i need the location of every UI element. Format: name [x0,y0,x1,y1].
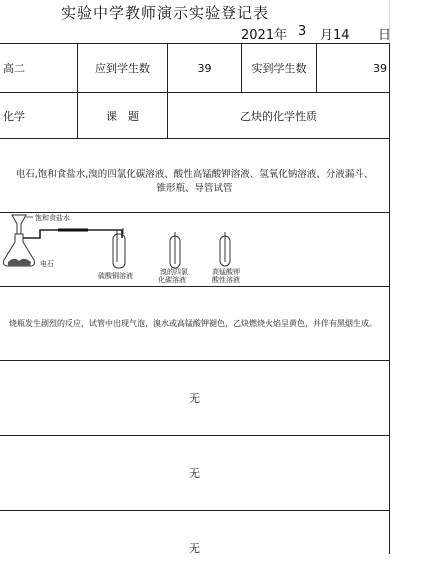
label-carbide: 电石 [40,260,54,268]
label-bromine-2: 化碳溶液 [158,276,186,284]
page-title: 实验中学教师演示实验登记表 [60,4,269,22]
separatory-funnel-icon [12,215,26,234]
table-border [0,286,389,287]
table-border [0,510,389,511]
materials-line-1: 电石,饱和食盐水,溴的四氯化碳溶液、酸性高锰酸钾溶液、氢氧化钠溶液、分液漏斗、 [15,169,374,180]
expected-students-label: 应到学生数 [95,62,150,75]
subject-cell: 化学 [3,109,25,123]
materials-line-2: 锥形瓶、导管试管 [156,183,233,194]
label-cuso4: 硫酸铜溶液 [98,272,133,280]
calcium-carbide-icon [8,259,31,266]
apparatus-diagram [0,212,389,286]
grade-cell: 高二 [3,62,25,75]
note-row-b: 无 [189,467,200,480]
note-row-c: 无 [189,542,200,555]
actual-students-label: 实到学生数 [251,62,307,75]
date-year: 2021年 [241,28,288,43]
label-kmno4-2: 酸性溶液 [212,276,240,284]
date-month: 3 [298,24,307,39]
topic-value: 乙炔的化学性质 [240,109,317,123]
observation-text: 烧瓶发生剧烈的反应，试管中出现气泡，溴水或高锰酸钾褪色，乙炔燃烧火焰呈黄色，并伴有黑烟生成。 [9,319,377,328]
date-day: 月14 [320,28,350,43]
date-day-unit: 日 [378,28,392,43]
label-kmno4-1: 高锰酸钾 [212,268,240,276]
note-row-a: 无 [189,392,200,405]
test-tube-cuso4-icon [113,234,125,268]
label-funnel: 饱和食盐水 [35,214,70,222]
expected-students-value: 39 [197,61,212,75]
topic-label: 课 题 [106,109,139,123]
actual-students-value: 39 [373,61,387,75]
table-border [0,138,389,139]
label-bromine-1: 溴的四氯 [160,268,188,276]
table-border [389,43,390,554]
